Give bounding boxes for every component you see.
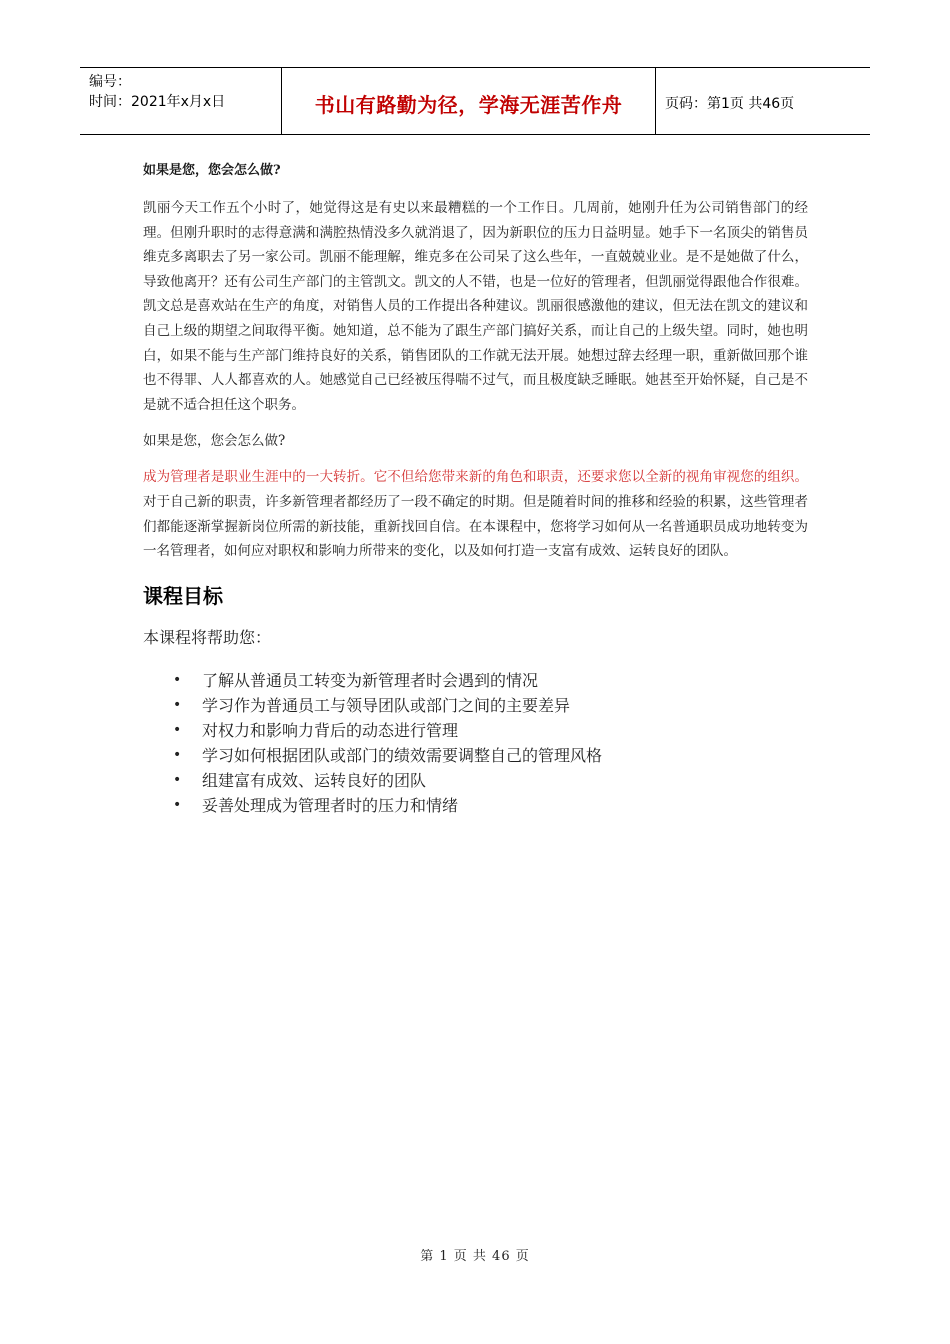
- bullet-icon: •: [173, 671, 182, 688]
- document-number-label: 编号：: [89, 74, 131, 90]
- document-date: 时间：2021年x月x日: [89, 94, 226, 110]
- case-study-paragraph: 凯丽今天工作五个小时了，她觉得这是有史以来最糟糕的一个工作日。几周前，她刚升任为公司销售部门的经理。但刚升职时的志得意满和满腔热情没多久就消退了，因为新职位的压力日益明显。她手下一名顶尖的销售员维克多离职去了另一家公司。凯丽不能理解，维克多在公司呆了这么些年，一直兢兢业业。是不是她做了什么，导致他离开？还有公司生产部门的主管凯文。凯文的人不错，也是一位好的管理者，但凯丽觉得跟他合作很难。凯文总是喜欢站在生产的角度，对销售人员的工作提出各种建议。凯丽很感激他的建议，但无法在凯文的建议和自己上级的期望之间取得平衡。她知道，总不能为了跟生产部门搞好关系，而让自己的上级失望。同时，她也明白，如果不能与生产部门维持良好的关系，销售团队的工作就无法开展。她想过辞去经理一职，重新做回那个谁也不得罪、人人都喜欢的人。她感觉自己已经被压得喘不过气，而且极度缺乏睡眠。她甚至开始怀疑，自己是不是就不适合担任这个职务。: [143, 200, 808, 413]
- header-page-info-cell: [656, 68, 870, 134]
- list-item: • 学习作为普通员工与领导团队或部门之间的主要差异: [143, 693, 808, 718]
- page-footer: [0, 1245, 950, 1264]
- footer-page-number: 第 1 页 共 46 页: [420, 1249, 530, 1264]
- bullet-icon: •: [173, 696, 182, 713]
- header-page-info: 页码：第1页 共46页: [665, 96, 795, 112]
- page-header: [80, 67, 870, 135]
- intro-paragraph-text: 对于自己新的职责，许多新管理者都经历了一段不确定的时期。但是随着时间的推移和经验的积累，这些管理者们都能逐渐掌握新岗位所需的新技能，重新找回自信。在本课程中，您将学习如何从一名普通职员成功地转变为一名管理者，如何应对职权和影响力所带来的变化，以及如何打造一支富有成效、运转良好的团队。: [143, 493, 808, 560]
- section-intro: 本课程将帮助您：: [143, 627, 272, 647]
- bullet-icon: •: [173, 796, 182, 813]
- intro-paragraph: [143, 465, 808, 563]
- question-text: 如果是您，您会怎么做?: [143, 433, 286, 450]
- header-motto: 书山有路勤为径，学海无涯苦作舟: [314, 92, 623, 117]
- header-meta: [80, 68, 282, 134]
- list-item: • 对权力和影响力背后的动态进行管理: [143, 718, 808, 743]
- header-motto-cell: [282, 68, 656, 134]
- bullet-icon: •: [173, 771, 182, 788]
- section-title: 课程目标: [143, 583, 223, 608]
- highlighted-text: 成为管理者是职业生涯中的一大转折。它不但给您带来新的角色和职责，还要求您以全新的视角审视您的组织。: [143, 469, 808, 486]
- list-item: • 组建富有成效、运转良好的团队: [143, 768, 808, 793]
- goals-list: [143, 668, 808, 818]
- list-item: • 了解从普通员工转变为新管理者时会遇到的情况: [143, 668, 808, 693]
- list-item: • 学习如何根据团队或部门的绩效需要调整自己的管理风格: [143, 743, 808, 768]
- question-heading: 如果是您，您会怎么做?: [143, 163, 281, 178]
- bullet-icon: •: [173, 721, 182, 738]
- document-body: [143, 160, 808, 818]
- list-item: • 妥善处理成为管理者时的压力和情绪: [143, 793, 808, 818]
- bullet-icon: •: [173, 746, 182, 763]
